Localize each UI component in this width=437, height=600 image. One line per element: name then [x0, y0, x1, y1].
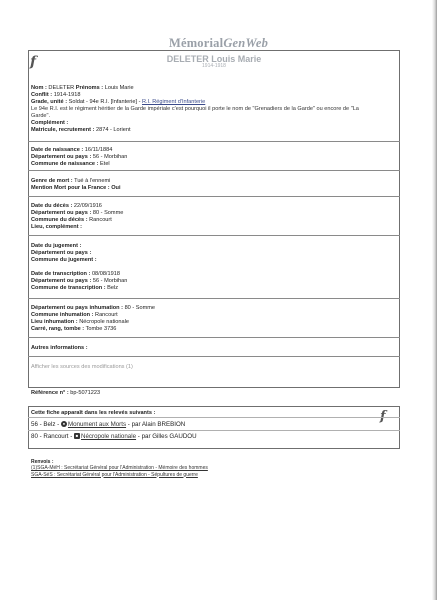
regiment-note: Le 94e R.I. est le régiment héritier de la Garde impériale c'est pourquoi il porte le nom de "Grenadiers de la Garde" ou encore de "La Garde".: [31, 105, 359, 119]
sources-link[interactable]: Afficher les sources des modifications (1): [31, 364, 133, 370]
birth-dept-label: Département ou pays :: [31, 153, 92, 160]
death-date-label: Date du décès :: [31, 203, 73, 209]
grade-value: Soldat - 94e R.I. [Infanterie] -: [68, 98, 141, 105]
releves-title: Cette fiche apparaît dans les relevés suivants :: [31, 410, 156, 416]
divider: [28, 196, 400, 197]
divider: [28, 417, 400, 418]
matricule-value: 2874 - Lorient: [95, 126, 131, 133]
person-heading: DELETER Louis Marie: [166, 54, 262, 64]
transcription-date-value: 08/08/1918: [91, 270, 120, 277]
renvoi-line[interactable]: (1)SGA-MéH : Secrétariat Général pour l'Administration - Mémoire des hommes: [31, 465, 208, 472]
transcription-dept-value: 56 - Morbihan: [92, 277, 128, 284]
birth-commune-label: Commune de naissance :: [31, 160, 99, 167]
divider: [28, 356, 400, 357]
complement-label: Complément :: [31, 119, 69, 126]
judgment-date-label: Date du jugement :: [31, 243, 82, 249]
monument-icon: ●: [62, 421, 66, 427]
releve-item: [31, 421, 397, 429]
matricule-label: Matricule, recrutement :: [31, 126, 95, 133]
transcription-dept-label: Département ou pays :: [31, 277, 92, 284]
divider: [28, 141, 400, 142]
scan-edge-shadow: [432, 0, 437, 600]
death-commune-label: Commune du décès :: [31, 216, 88, 223]
death-commune-value: Rancourt: [89, 216, 112, 223]
releve-place: 80 - Rancourt -: [31, 433, 73, 440]
reference-value: bp-5071223: [70, 390, 101, 396]
burial-carre-value: Tombe 3736: [85, 325, 117, 332]
death-date-value: 22/09/1916: [73, 203, 102, 209]
necropole-icon: ■: [75, 433, 79, 439]
transcription-date-label: Date de transcription :: [31, 270, 91, 277]
birth-dept-value: 56 - Morbihan: [92, 153, 128, 160]
conflit-value: 1914-1918: [53, 91, 81, 98]
releve-author: - par Gilles GAUDOU: [137, 433, 197, 440]
death-type-section: [31, 178, 397, 192]
burial-commune-label: Commune inhumation :: [31, 311, 94, 318]
renvois-section: [31, 459, 208, 478]
renvoi-line[interactable]: SGA-SéS : Secrétariat Général pour l'Administration - Sépultures de guerre: [31, 471, 198, 478]
site-title-accent: GenWeb: [223, 36, 269, 50]
facebook-share-icon[interactable]: f: [30, 54, 37, 70]
divider: [28, 298, 400, 299]
divider: [28, 170, 400, 171]
birth-section: [31, 147, 397, 168]
burial-carre-label: Carré, rang, tombe :: [31, 325, 85, 332]
reference-label: Référence n° :: [31, 390, 69, 396]
releve-place: 56 - Belz -: [31, 421, 60, 428]
autres-section: [31, 345, 397, 352]
genre-value: Tué à l'ennemi: [74, 178, 111, 184]
releves-section: [31, 410, 397, 417]
identity-section: [31, 85, 397, 134]
divider: [28, 430, 400, 431]
birth-date-label: Date de naissance :: [31, 147, 84, 153]
releve-link[interactable]: Nécropole nationale: [81, 433, 137, 440]
conflit-label: Conflit :: [31, 91, 53, 98]
mention-value: Oui: [111, 184, 121, 191]
prenoms-value: Louis Marie: [104, 85, 134, 91]
divider: [28, 235, 400, 236]
death-lieu-label: Lieu, complément :: [31, 223, 82, 230]
mention-label: Mention Mort pour la France :: [31, 184, 110, 191]
burial-lieu-value: Nécropole nationale: [79, 318, 129, 325]
birth-date-value: 16/11/1884: [84, 147, 113, 153]
burial-dept-label: Département ou pays inhumation :: [31, 305, 123, 311]
genre-label: Genre de mort :: [31, 178, 73, 184]
judgment-commune-label: Commune du jugement :: [31, 256, 97, 263]
site-title[interactable]: [0, 36, 437, 50]
name-label: Nom :: [31, 85, 47, 91]
judgment-section: [31, 243, 397, 292]
transcription-commune-label: Commune de transcription :: [31, 284, 106, 291]
releve-link[interactable]: Monument aux Morts: [67, 421, 127, 428]
renvois-title: Renvois :: [31, 459, 54, 465]
burial-lieu-label: Lieu inhumation :: [31, 318, 78, 325]
prenoms-label: Prénoms :: [75, 85, 104, 91]
regiment-link[interactable]: R.I. Régiment d'Infanterie: [142, 98, 206, 105]
judgment-dept-label: Département ou pays :: [31, 249, 92, 256]
divider: [28, 337, 400, 338]
birth-commune-value: Etel: [100, 160, 110, 167]
releve-author: - par Alain BREBION: [127, 421, 186, 428]
death-dept-value: 80 - Somme: [92, 209, 124, 216]
burial-section: [31, 305, 397, 333]
transcription-commune-value: Belz: [107, 284, 119, 291]
site-title-main: Mémorial: [168, 36, 224, 50]
death-section: [31, 203, 397, 231]
burial-dept-value: 80 - Somme: [124, 305, 156, 311]
grade-label: Grade, unité :: [31, 98, 68, 105]
releve-item: [31, 433, 397, 441]
autres-label: Autres informations :: [31, 345, 88, 351]
person-years: 1914-1918: [202, 63, 226, 69]
reference-row: [31, 390, 100, 397]
name-value: DELETER: [48, 85, 75, 91]
burial-commune-value: Rancourt: [95, 311, 118, 318]
death-dept-label: Département ou pays :: [31, 209, 92, 216]
